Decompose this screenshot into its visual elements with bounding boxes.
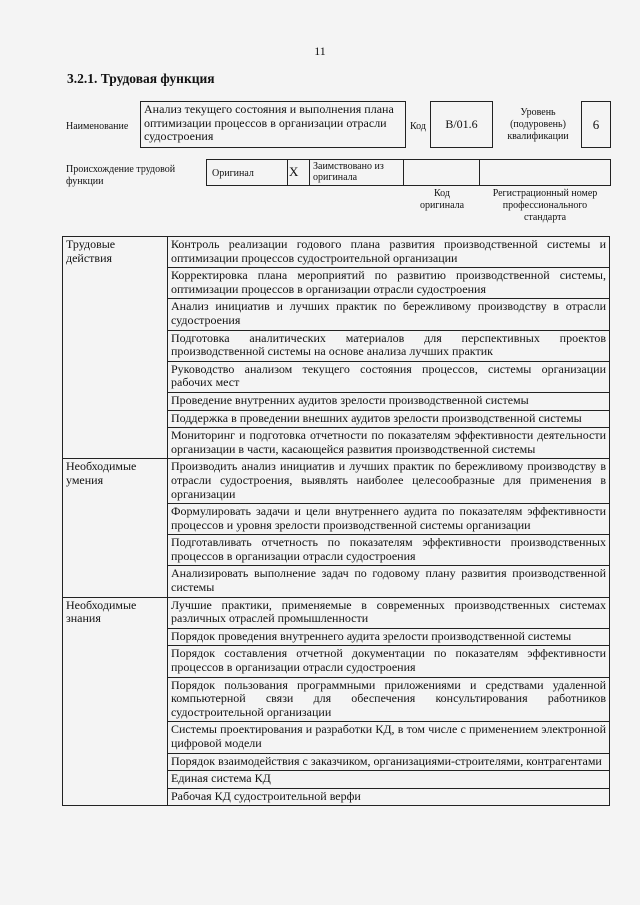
- reg-number-label: [484, 188, 606, 224]
- section-item: Анализировать выполнение задач по годовому плану развития производственной системы: [168, 566, 610, 597]
- borrowed-label: Заимствовано из оригинала: [313, 161, 384, 183]
- section-item: Подготовка аналитических материалов для перспективных проектов производственной системы на основе анализа лучших практик: [168, 330, 610, 361]
- section-title: 3.2.1. Трудовая функция: [67, 71, 215, 86]
- grid-divider: [309, 160, 310, 185]
- reg-number-label-text: Регистрационный номер профессионального стандарта: [492, 188, 598, 223]
- table-row: [63, 597, 610, 628]
- name-label: Наименование: [66, 121, 129, 132]
- code-label: Код: [410, 121, 426, 132]
- section-item: Формулировать задачи и цели внутреннего аудита по показателям эффективности процессов и уровня зрелости производственной системы организации: [168, 504, 610, 535]
- section-item: Системы проектирования и разработки КД, в том числе с применением электронной цифровой модели: [168, 722, 610, 753]
- section-item: Порядок пользования программными приложениями и средствами удаленной компьютерной связи для обеспечения консультирования работников судостроительной организации: [168, 677, 610, 722]
- table-row: [63, 237, 610, 268]
- level-value-box: [581, 101, 611, 148]
- section-item: Порядок составления отчетной документации по показателям эффективности процессов в организации отрасли судостроения: [168, 646, 610, 677]
- section-item: Контроль реализации годового плана развития производственной системы и оптимизации процессов судостроительной организации: [168, 237, 610, 268]
- section-item: Производить анализ инициатив и лучших практик по бережливому производству в отрасли судостроения, выявлять наиболее целесообразные для применения в организации: [168, 459, 610, 504]
- section-item: Лучшие практики, применяемые в современных производственных системах различных отраслей промышленности: [168, 597, 610, 628]
- grid-divider: [479, 160, 480, 185]
- section-item: Единая система КД: [168, 771, 610, 789]
- page-number: 11: [314, 44, 326, 58]
- section-category: Необходимые знания: [63, 597, 168, 806]
- section-item: Проведение внутренних аудитов зрелости производственной системы: [168, 392, 610, 410]
- section-item: Поддержка в проведении внешних аудитов зрелости производственной системы: [168, 410, 610, 428]
- section-category: Необходимые умения: [63, 459, 168, 597]
- table-row: [63, 459, 610, 504]
- code-orig-label-text: Код оригинала: [419, 188, 465, 211]
- code-orig-label: [412, 188, 472, 212]
- section-item: Мониторинг и подготовка отчетности по показателям эффективности деятельности организации в части, касающейся развития производственной системы: [168, 428, 610, 459]
- section-item: Подготавливать отчетность по показателям эффективности производственных процессов в организации отрасли судостроения: [168, 535, 610, 566]
- section-item: Анализ инициатив и лучших практик по бережливому производству в отрасли судостроения: [168, 299, 610, 330]
- section-item: Рабочая КД судостроительной верфи: [168, 788, 610, 806]
- original-label: Оригинал: [212, 168, 254, 179]
- origin-label: Происхождение трудовой функции: [66, 164, 176, 187]
- grid-divider: [403, 160, 404, 185]
- section-item: Порядок проведения внутреннего аудита зрелости производственной системы: [168, 628, 610, 646]
- section-item: Руководство анализом текущего состояния процессов, системы организации рабочих мест: [168, 361, 610, 392]
- section-category: Трудовые действия: [63, 237, 168, 459]
- level-label: [500, 107, 576, 143]
- section-item: Корректировка плана мероприятий по развитию производственной системы, оптимизации процессов в организации отрасли судостроения: [168, 268, 610, 299]
- level-label-text: Уровень (подуровень) квалификации: [507, 107, 569, 142]
- function-name-box: [140, 101, 406, 148]
- origin-grid: [206, 159, 611, 186]
- function-name: Анализ текущего состояния и выполнения плана оптимизации процессов в организации отрасли судостроения: [144, 102, 394, 144]
- code-value: B/01.6: [445, 117, 478, 131]
- function-details-table: [62, 236, 610, 806]
- section-item: Порядок взаимодействия с заказчиком, организациями-строителями, контрагентами: [168, 753, 610, 771]
- original-mark: X: [289, 164, 299, 179]
- grid-divider: [287, 160, 288, 185]
- level-value: 6: [592, 116, 600, 132]
- code-value-box: [430, 101, 493, 148]
